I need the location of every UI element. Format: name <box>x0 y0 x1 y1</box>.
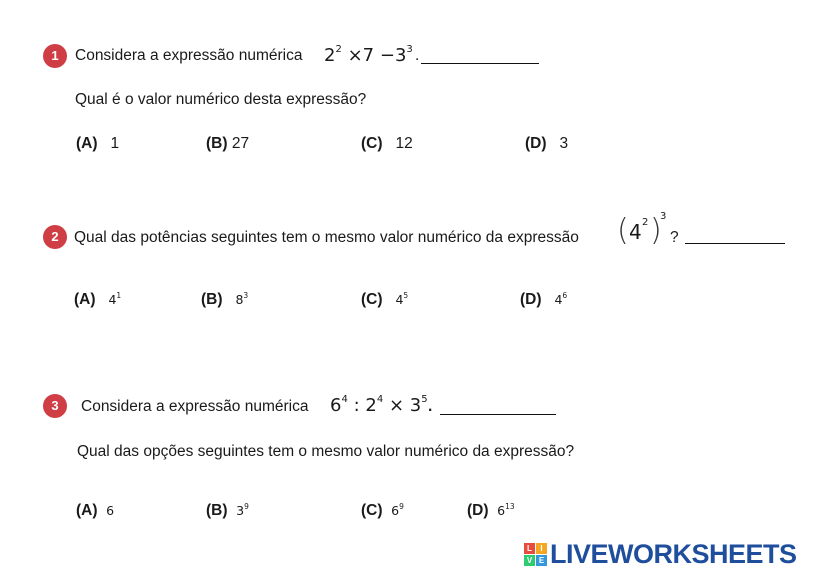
option-d[interactable]: (D) 3 <box>525 135 569 152</box>
question-text: Qual é o valor numérico desta expressão? <box>75 91 367 108</box>
math-expression: $2^2 \times 7 -3^3$ <box>324 44 413 66</box>
option-c[interactable]: (C) 12 <box>361 135 413 152</box>
question-number-badge: 1 <box>43 44 67 68</box>
option-b[interactable]: (B) 27 <box>206 135 250 152</box>
logo-tile-icon: L I V E <box>524 543 547 566</box>
option-a[interactable]: (A) 6 <box>76 502 115 519</box>
option-a[interactable]: (A) $4^1$ <box>74 291 122 308</box>
liveworksheets-logo <box>524 539 797 570</box>
question-prompt: Considera a expressão numérica <box>81 398 309 415</box>
logo-text: LIVEWORKSHEETS <box>550 539 797 569</box>
question-text: Qual das opções seguintes tem o mesmo valor numérico da expressão? <box>77 443 575 460</box>
option-b[interactable]: (B) $8^3$ <box>201 291 249 308</box>
option-d[interactable]: (D) $6^{13}$ <box>467 502 515 519</box>
math-expression: ( 4 2 ) 3 <box>617 211 667 248</box>
question-number-badge: 2 <box>43 225 67 249</box>
answer-blank[interactable] <box>421 63 539 64</box>
option-c[interactable]: (C) $4^5$ <box>361 291 409 308</box>
option-d[interactable]: (D) $4^6$ <box>520 291 568 308</box>
question-prompt: Considera a expressão numérica <box>75 47 303 64</box>
question-mark: ? <box>670 229 679 246</box>
answer-blank[interactable] <box>685 243 785 244</box>
question-prompt: Qual das potências seguintes tem o mesmo valor numérico da expressão <box>74 229 579 246</box>
expression-period: . <box>415 47 420 64</box>
option-a[interactable]: (A) 1 <box>76 135 120 152</box>
answer-blank[interactable] <box>440 414 556 415</box>
option-b[interactable]: (B) $3^9$ <box>206 502 249 519</box>
option-c[interactable]: (C) $6^9$ <box>361 502 404 519</box>
math-expression: $6^4$ : $2^4 \times 3^5$ <box>330 394 428 416</box>
question-number-badge: 3 <box>43 394 67 418</box>
expression-period: . <box>428 398 433 415</box>
